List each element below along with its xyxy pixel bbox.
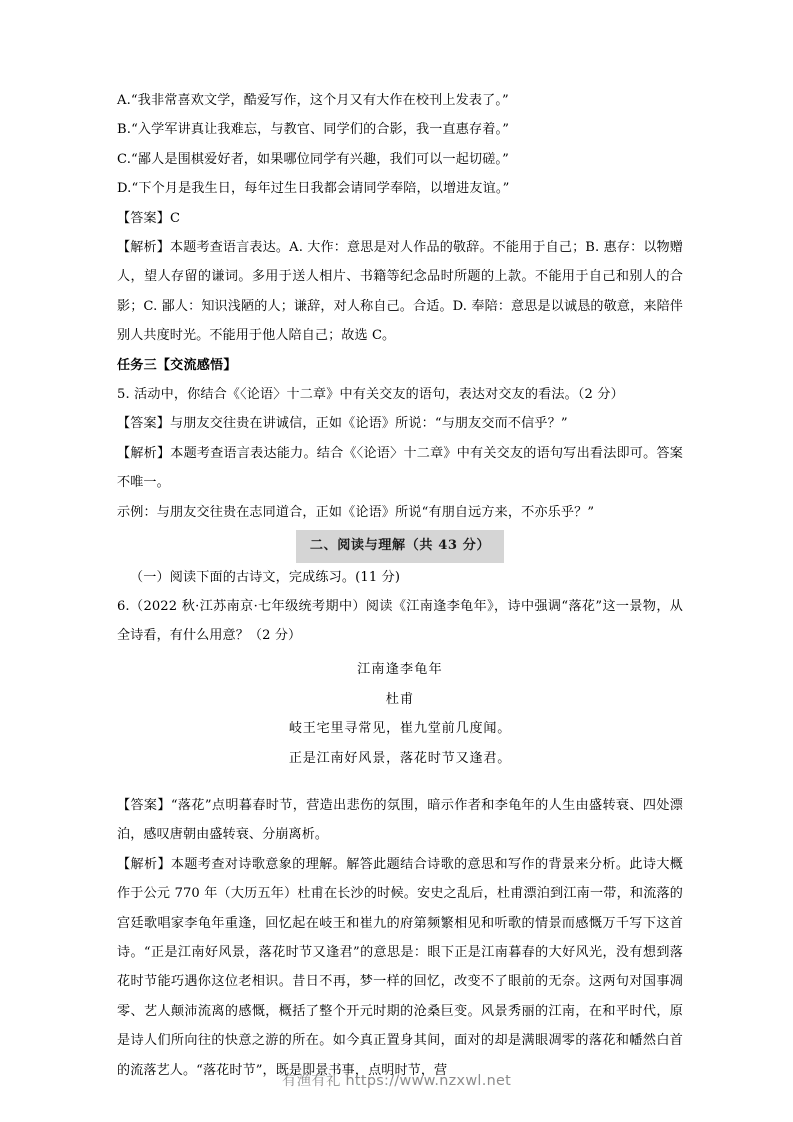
choice-option-d: D.“下个月是我生日，每年过生日我都会请同学奉陪，以增进友谊。” (117, 181, 510, 197)
answer-question-5: 【答案】与朋友交往贵在讲诚信，正如《论语》所说：“与朋友交而不信乎？” (117, 416, 568, 432)
poem-author: 杜甫 (385, 691, 415, 707)
poem-spacer (117, 774, 683, 791)
answer-question-4: 【答案】C (117, 210, 181, 226)
example-question-5: 示例：与朋友交往贵在志同道合，正如《论语》所说“有朋自远方来，不亦乐乎？” (117, 504, 595, 520)
analysis-question-4: 【解析】本题考查语言表达。A. 大作：意思是对人作品的敬辞。不能用于自己；B. 惠存：以物赠人，望人存留的谦词。多用于送人相片、书籍等纪念品时所题的上款。不能用于自己和别人的合影；C. 鄙人：知识浅陋的人；谦辞，对人称自己。合适。D. 奉陪：意思是以诚恳的敬意，来陪伴别人共度时光。不能用于他人陪自己；故选 C。 (117, 240, 683, 344)
question-6: 6.（2022 秋·江苏南京·七年级统考期中）阅读《江南逢李龟年》，诗中强调“落花”这一景物，从全诗看，有什么用意？（2 分） (117, 598, 683, 644)
question-5: 5. 活动中，你结合《〈论语〉十二章》中有关交友的语句，表达对交友的看法。（2 分） (117, 387, 624, 403)
subsection-heading: （一）阅读下面的古诗文，完成练习。(11 分) (130, 569, 401, 585)
choice-option-c: C.“鄙人是围棋爱好者，如果哪位同学有兴趣，我们可以一起切磋。” (117, 151, 509, 167)
answer-question-6: 【答案】“落花”点明暮春时节，营造出悲伤的氛围，暗示作者和李龟年的人生由盛转衰、四处漂泊，感叹唐朝由盛转衰、分崩离析。 (117, 797, 683, 843)
footer-watermark: 有渔有礼 https://www.nzxwl.net (281, 1073, 512, 1089)
section-heading-row (117, 529, 683, 562)
poem-line-1: 岐王宅里寻常见，崔九堂前几度闻。 (288, 721, 512, 737)
poem-block (117, 655, 683, 774)
choice-option-b: B.“入学军讲真让我难忘，与教官、同学们的合影，我一直惠存着。” (117, 122, 510, 138)
section-heading: 二、阅读与理解（共 43 分） (296, 530, 504, 562)
task-three-heading: 任务三【交流感悟】 (117, 357, 237, 373)
analysis-question-5: 【解析】本题考查语言表达能力。结合《〈论语〉十二章》中有关交友的语句写出看法即可。答案不唯一。 (117, 445, 683, 491)
poem-title: 江南逢李龟年 (357, 661, 443, 677)
choice-option-a: A.“我非常喜欢文学，酷爱写作，这个月又有大作在校刊上发表了。” (117, 93, 509, 108)
document-body (117, 86, 683, 1085)
analysis-question-6: 【解析】本题考查对诗歌意象的理解。解答此题结合诗歌的意思和写作的背景来分析。此诗大概作于公元 770 年（大历五年）杜甫在长沙的时候。安史之乱后，杜甫漂泊到江南一带，和流落的宫廷歌唱家李龟年重逢，回忆起在岐王和崔九的府第频繁相见和听歌的情景而感慨万千写下这首诗。“正是江南好风景，落花时节又逢君”的意思是：眼下正是江南暮春的大好风光，没有想到落花时节能巧遇你这位老相识。昔日不再，梦一样的回忆，改变不了眼前的无奈。这两句对国事凋零、艺人颠沛流离的感慨，概括了整个开元时期的沧桑巨变。风景秀丽的江南，在和平时代，原是诗人们所向往的快意之游的所在。如今真正置身其间，面对的却是满眼凋零的落花和幡然白首的流落艺人。“落花时节”，既是即景书事，点明时节，营 (117, 856, 683, 1078)
poem-line-2: 正是江南好风景，落花时节又逢君。 (288, 751, 512, 767)
